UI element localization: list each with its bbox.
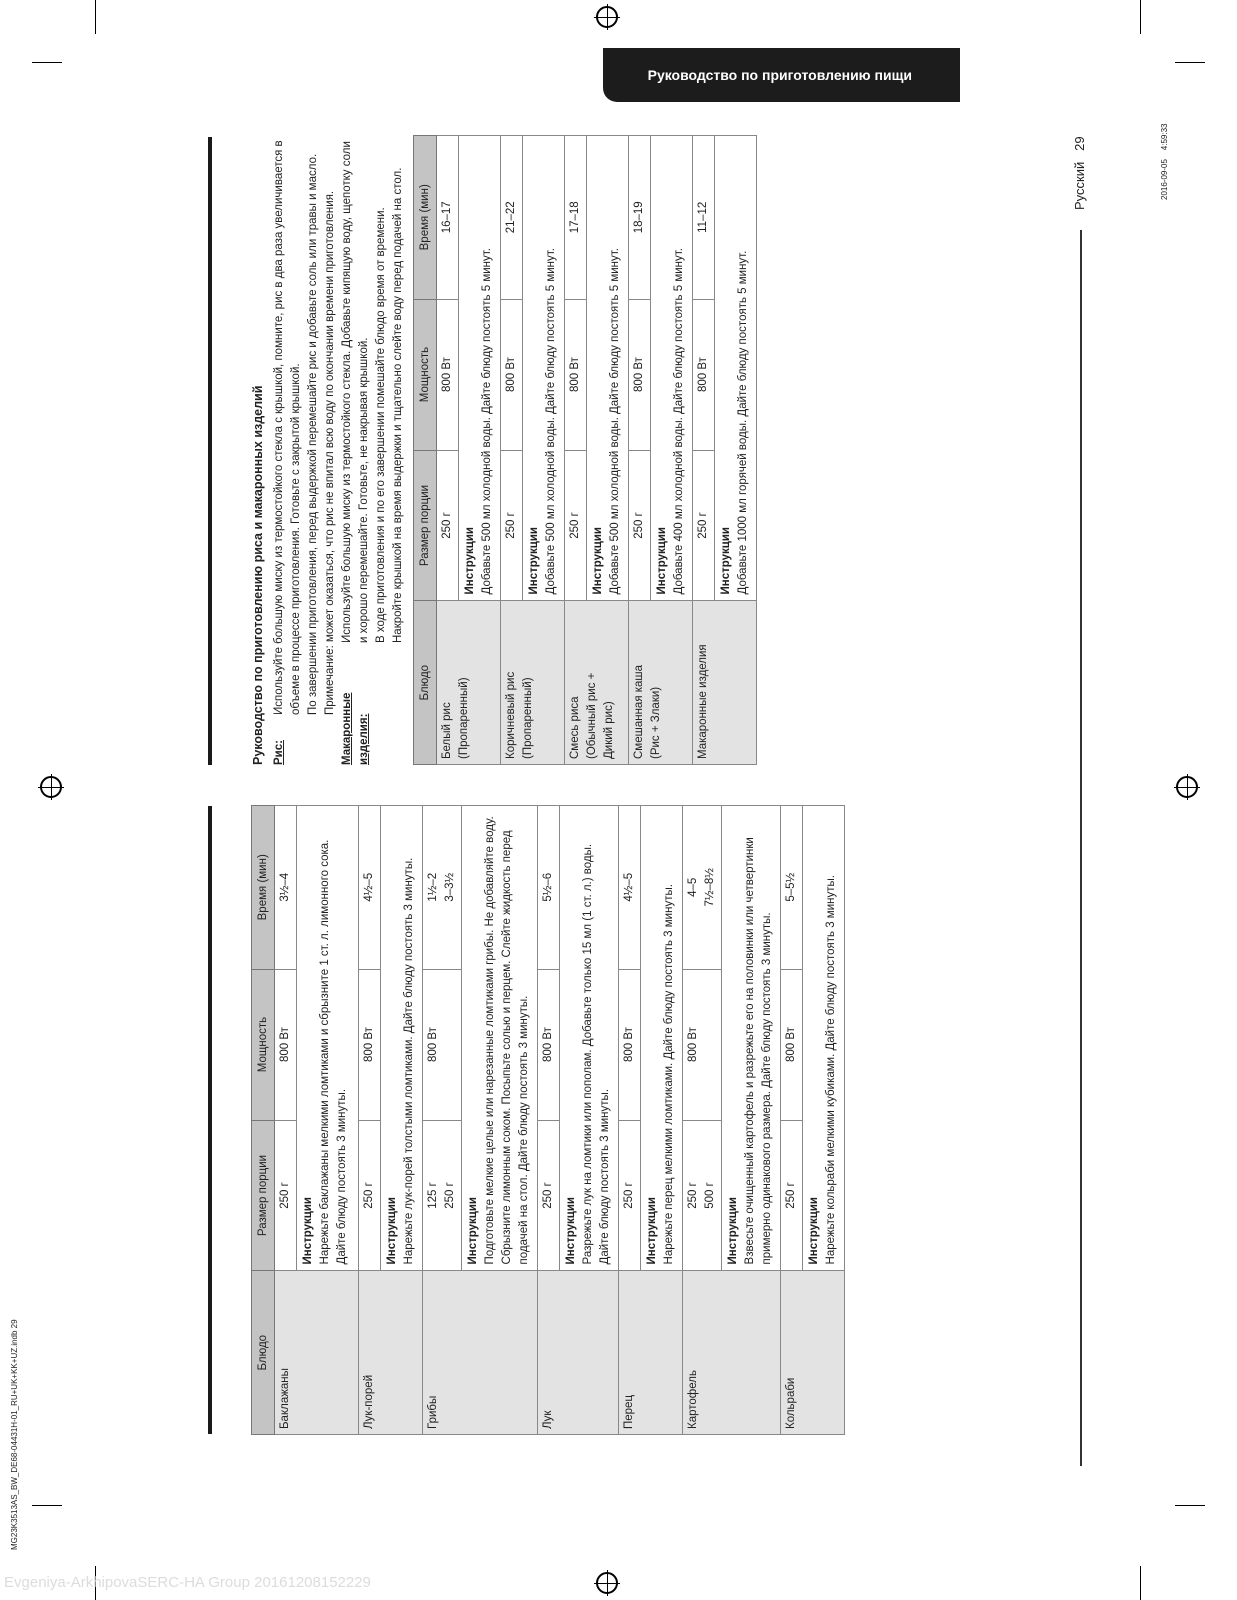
table-row [693,136,715,765]
portion-cell: 125 г [427,1182,439,1209]
instruction-text: Нарежьте перец мелкими ломтиками. Дайте блюду постоять 3 минуты. [663,884,675,1265]
time-cell: 4½–5 [619,806,641,970]
instruction-text: Взвесьте очищенный картофель и разрежьте его на половинки или четвертинки примерно одинакового размера. Дайте блюду постоять 3 минуты. [744,837,773,1265]
print-time: 4:59:33 [1160,123,1169,151]
instruction-label: Инструкции [656,526,668,595]
time-cell: 11–12 [693,136,715,300]
instruction-label: Инструкции [302,1196,314,1265]
registration-mark-icon [596,6,618,28]
table-row [565,136,587,765]
col-header-power: Мощность [414,299,437,450]
instruction-label: Инструкции [467,1196,479,1265]
col-header-time: Время (мин) [252,806,275,970]
rice-pasta-section [251,135,971,765]
dish-name: Картофель [683,1271,781,1435]
rice-text: Используйте большую миску из термостойкого стекла с крышкой, помните, рис в два раза увеличивается в объеме в процессе приготовления. Готовьте с закрытой крышкой. [273,140,302,715]
portion-cell: 250 г [687,1182,699,1209]
dish-subname: (Пропаренный) [458,677,470,759]
instruction-text: Нарежьте баклажаны мелкими ломтиками и сбрызните 1 ст. л. лимонного сока. Дайте блюду постоять 3 минуты. [319,839,348,1265]
time-cell: 18–19 [629,136,651,300]
portion-cell: 250 г [781,1120,803,1271]
time-cell: 3–3½ [444,872,456,902]
instruction-text: Разрежьте лук на ломтики или пополам. Добавьте только 15 мл (1 ст. л.) воды. Дайте блюду постоять 3 минуты. [582,843,611,1265]
crop-mark [32,1505,62,1506]
power-cell: 800 Вт [683,969,722,1120]
instruction-text: Нарежьте кольраби мелкими кубиками. Дайте блюду постоять 3 минуты. [825,875,837,1265]
rice-text: По завершении приготовления, перед выдержкой перемешайте рис и добавьте соль или травы и масло. [307,153,319,715]
instruction-label: Инструкции [464,526,476,595]
time-cell: 7½–8½ [704,868,716,907]
power-cell: 800 Вт [501,299,523,450]
print-date: 2016-09-05 [1160,159,1169,200]
page-number: 29 [1072,136,1087,151]
print-timestamp [1160,123,1169,200]
table-row [437,136,459,765]
power-cell: 800 Вт [619,969,641,1120]
power-cell: 800 Вт [781,969,803,1120]
rice-label: Рис: [273,740,285,765]
instruction-text: Подготовьте мелкие целые или нарезанные ломтиками грибы. Не добавляйте воду. Сбрызните лимонным соком. Посыпьте солью и перцем. Слейте жидкость перед подачей на стол. Дайте блюду постоять 3 минуты. [484,816,530,1265]
dish-name: Лук-порей [359,1271,423,1435]
power-cell: 800 Вт [423,969,462,1120]
registration-mark-icon [40,776,62,798]
file-info: MG23K3513AS_BW_DE68-04431H-01_RU+UK+KK+UZ.indb 29 [10,1319,19,1550]
dish-name: Баклажаны [275,1271,359,1435]
dish-name: Кольраби [781,1271,845,1435]
section-title: Руководство по приготовлению риса и макаронных изделий [251,385,265,765]
instruction-text: Добавьте 500 мл холодной воды. Дайте блюду постоять 5 минут. [545,248,557,595]
power-cell: 800 Вт [538,969,560,1120]
table-row [501,136,523,765]
instruction-label: Инструкции [386,1196,398,1265]
instruction-label: Инструкции [727,1196,739,1265]
pasta-paragraph [339,135,407,765]
section-header-tab [603,48,960,102]
time-cell: 1½–2 [427,872,439,902]
dish-name: Лук [538,1271,619,1435]
time-cell: 3½–4 [275,806,297,970]
time-cell: 5–5½ [781,806,803,970]
dish-subname: Дикий рис) [603,701,615,759]
power-cell: 800 Вт [359,969,381,1120]
power-cell: 800 Вт [275,969,297,1120]
instruction-label: Инструкции [808,1196,820,1265]
table-row [629,136,651,765]
pasta-text: Накройте крышкой на время выдержки и тщательно слейте воду перед подачей на стол. [392,167,404,643]
table-row [275,806,297,1435]
watermark-text: Evgeniya-ArkhipovaSERC-HA Group 20161208152229 [4,1574,371,1591]
power-cell: 800 Вт [629,299,651,450]
crop-mark [1140,1566,1141,1600]
dish-name: Смешанная каша [633,664,645,759]
dish-name: Макаронные изделия [693,601,757,765]
section-bar [208,806,212,1434]
portion-cell: 250 г [359,1120,381,1271]
instruction-label: Инструкции [720,526,732,595]
power-cell: 800 Вт [565,299,587,450]
crop-mark [32,62,62,63]
table-row [359,806,381,1435]
col-header-portion: Размер порции [252,1120,275,1271]
time-cell: 17–18 [565,136,587,300]
time-cell: 5½–6 [538,806,560,970]
language-label: Русский [1072,161,1087,210]
crop-mark [1175,1505,1205,1506]
portion-cell: 250 г [501,450,523,601]
col-header-portion: Размер порции [414,450,437,601]
instruction-text: Добавьте 400 мл холодной воды. Дайте блюду постоять 5 минут. [673,248,685,595]
dish-subname: (Пропаренный) [522,677,534,759]
instruction-label: Инструкции [646,1196,658,1265]
section-bar [208,137,212,765]
time-cell: 4½–5 [359,806,381,970]
portion-cell: 250 г [444,1182,456,1209]
portion-cell: 250 г [619,1120,641,1271]
dish-name: Коричневый рис [505,671,517,759]
portion-cell: 250 г [693,450,715,601]
instruction-label: Инструкции [528,526,540,595]
footer-rule [1080,230,1082,1466]
registration-mark-icon [596,1572,618,1594]
rice-table [413,135,757,765]
power-cell: 800 Вт [437,299,459,450]
dish-name: Смесь риса [569,696,581,759]
col-header-time: Время (мин) [414,136,437,300]
portion-cell: 250 г [629,450,651,601]
instruction-text: Добавьте 500 мл холодной воды. Дайте блюду постоять 5 минут. [609,248,621,595]
time-cell: 16–17 [437,136,459,300]
time-cell: 21–22 [501,136,523,300]
col-header-dish: Блюдо [414,601,437,765]
vegetable-table [251,805,845,1435]
pasta-text: В ходе приготовления и по его завершении помешайте блюдо время от времени. [375,207,387,643]
dish-name: Грибы [423,1271,538,1435]
portion-cell: 250 г [275,1120,297,1271]
pasta-text: Используйте большую миску из термостойкого стекла. Добавьте кипящую воду, щепотку соли и хорошо перемешайте. Готовьте, не накрывая крышкой. [341,141,370,643]
power-cell: 800 Вт [693,299,715,450]
crop-mark [1140,0,1141,34]
table-row [683,806,722,1435]
instruction-label: Инструкции [592,526,604,595]
rice-note: Примечание: может оказаться, что рис не впитал всю воду по окончании времени приготовления. [324,190,336,715]
time-cell: 4–5 [687,877,699,897]
portion-cell: 250 г [437,450,459,601]
rice-paragraph [271,135,339,765]
dish-subname: (Обычный рис + [586,672,598,759]
registration-mark-icon [1176,776,1198,798]
table-row [781,806,803,1435]
col-header-dish: Блюдо [252,1271,275,1435]
portion-cell: 250 г [565,450,587,601]
section-header-title: Руководство по приготовлению пищи [647,67,912,83]
instruction-text: Нарежьте лук-порей толстыми ломтиками. Дайте блюду постоять 3 минуты. [403,857,415,1265]
table-row [423,806,462,1435]
instruction-text: Добавьте 1000 мл горячей воды. Дайте блюду постоять 5 минут. [737,250,749,595]
col-header-power: Мощность [252,969,275,1120]
portion-cell: 250 г [538,1120,560,1271]
table-row [538,806,560,1435]
page-footer [1072,136,1087,210]
dish-name: Белый рис [441,702,453,759]
table-row [619,806,641,1435]
portion-cell: 500 г [704,1182,716,1209]
vegetable-table-block [251,805,1001,1435]
pasta-label: Макаронные изделия: [341,692,370,765]
instruction-text: Добавьте 500 мл холодной воды. Дайте блюду постоять 5 минут. [481,248,493,595]
dish-subname: (Рис + Злаки) [650,686,662,759]
crop-mark [95,0,96,34]
dish-name: Перец [619,1271,683,1435]
instruction-label: Инструкции [565,1196,577,1265]
crop-mark [1175,62,1205,63]
